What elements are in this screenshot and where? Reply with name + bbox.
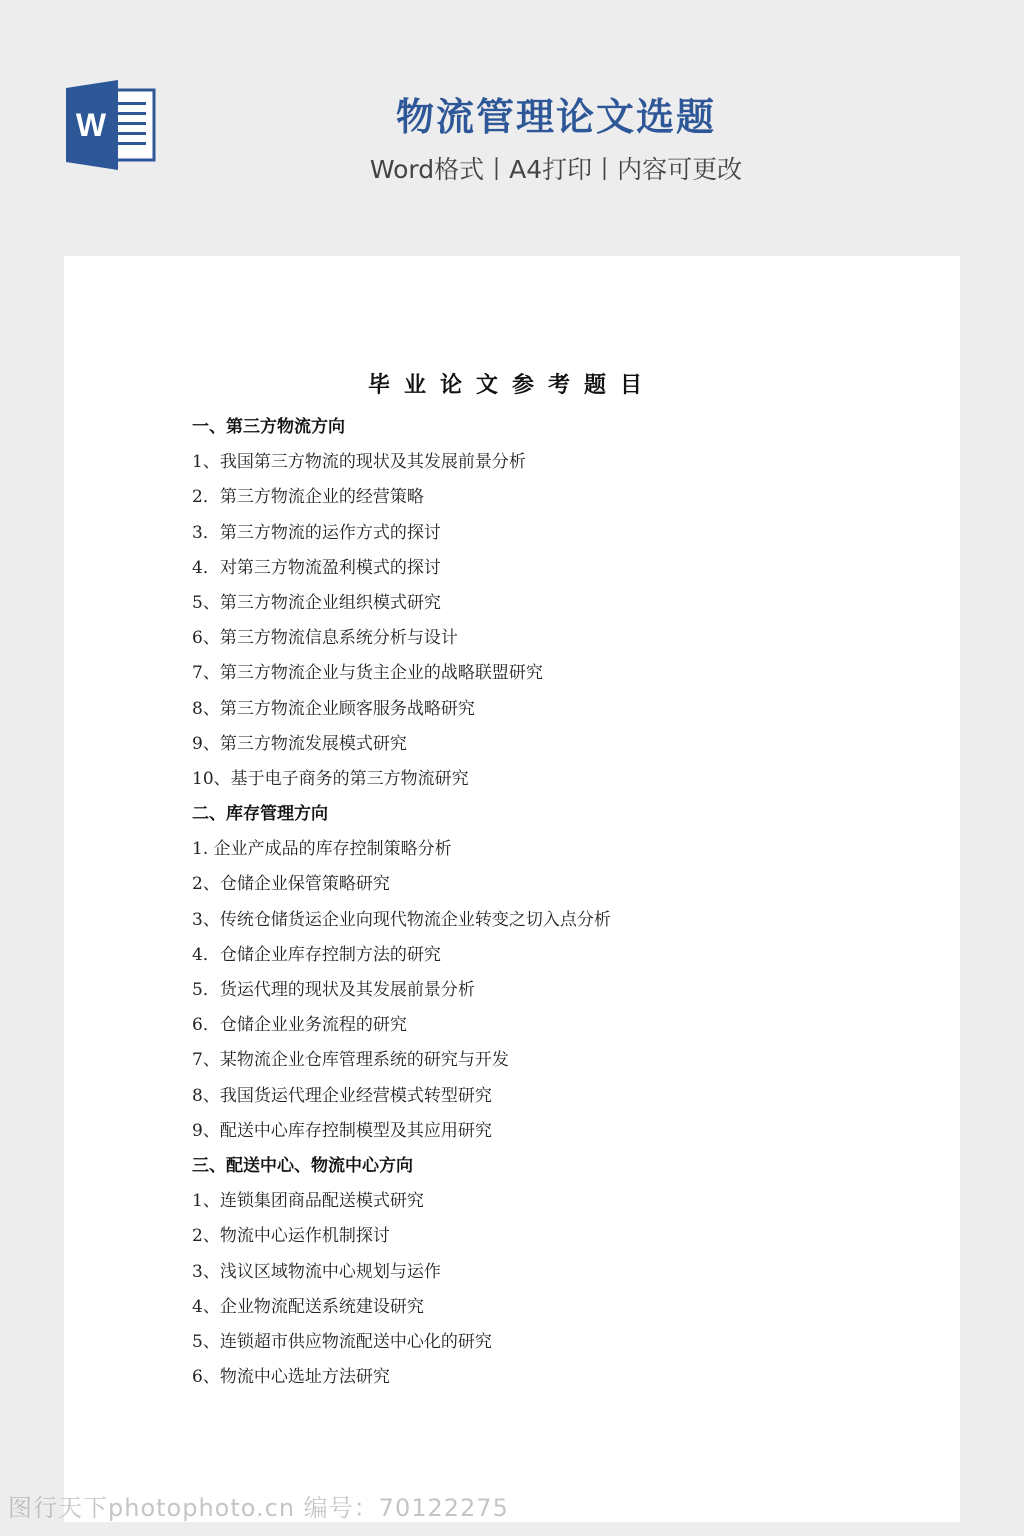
watermark: 图行天下photophoto.cn 编号：70122275	[8, 1494, 509, 1522]
word-document-icon	[64, 80, 156, 170]
section-heading: 二、库存管理方向	[192, 804, 328, 825]
list-item: 9、第三方物流发展模式研究	[192, 733, 407, 754]
page-title: 物流管理论文选题	[395, 95, 716, 139]
list-item: 5、连锁超市供应物流配送中心化的研究	[192, 1331, 492, 1352]
list-item: 6、物流中心选址方法研究	[192, 1367, 390, 1388]
document-title: 毕业论文参考题目	[367, 373, 656, 398]
topic-list	[192, 410, 892, 1395]
list-item: 3、浅议区域物流中心规划与运作	[192, 1261, 441, 1282]
list-item: 6．仓储企业业务流程的研究	[192, 1015, 407, 1036]
page-subtitle: Word格式丨A4打印丨内容可更改	[369, 155, 743, 184]
list-item: 2、物流中心运作机制探讨	[192, 1226, 390, 1247]
list-item: 9、配送中心库存控制模型及其应用研究	[192, 1120, 492, 1141]
list-item: 4．仓储企业库存控制方法的研究	[192, 944, 441, 965]
section-heading: 三、配送中心、物流中心方向	[192, 1155, 413, 1176]
list-item: 1、连锁集团商品配送模式研究	[192, 1191, 424, 1212]
list-item: 1. 企业产成品的库存控制策略分析	[192, 839, 452, 860]
list-item: 2、仓储企业保管策略研究	[192, 874, 390, 895]
list-item: 8、我国货运代理企业经营模式转型研究	[192, 1085, 492, 1106]
section-heading: 一、第三方物流方向	[192, 417, 345, 437]
list-item: 5．货运代理的现状及其发展前景分析	[192, 980, 475, 1000]
header	[0, 0, 1024, 256]
list-item: 7、第三方物流企业与货主企业的战略联盟研究	[192, 663, 543, 684]
list-item: 7、某物流企业仓库管理系统的研究与开发	[192, 1050, 509, 1071]
logo-letter: W	[75, 107, 107, 143]
list-item: 8、第三方物流企业顾客服务战略研究	[192, 698, 475, 719]
list-item: 5、第三方物流企业组织模式研究	[192, 592, 441, 613]
list-item: 1、我国第三方物流的现状及其发展前景分析	[192, 452, 526, 473]
list-item: 4．对第三方物流盈利模式的探讨	[192, 557, 441, 578]
document-page	[64, 256, 960, 1522]
list-item: 6、第三方物流信息系统分析与设计	[192, 628, 458, 649]
list-item: 4、企业物流配送系统建设研究	[192, 1296, 424, 1317]
list-item: 2．第三方物流企业的经营策略	[192, 487, 424, 508]
list-item: 3．第三方物流的运作方式的探讨	[192, 522, 441, 543]
list-item: 10、基于电子商务的第三方物流研究	[192, 768, 469, 789]
list-item: 3、传统仓储货运企业向现代物流企业转变之切入点分析	[192, 909, 611, 930]
